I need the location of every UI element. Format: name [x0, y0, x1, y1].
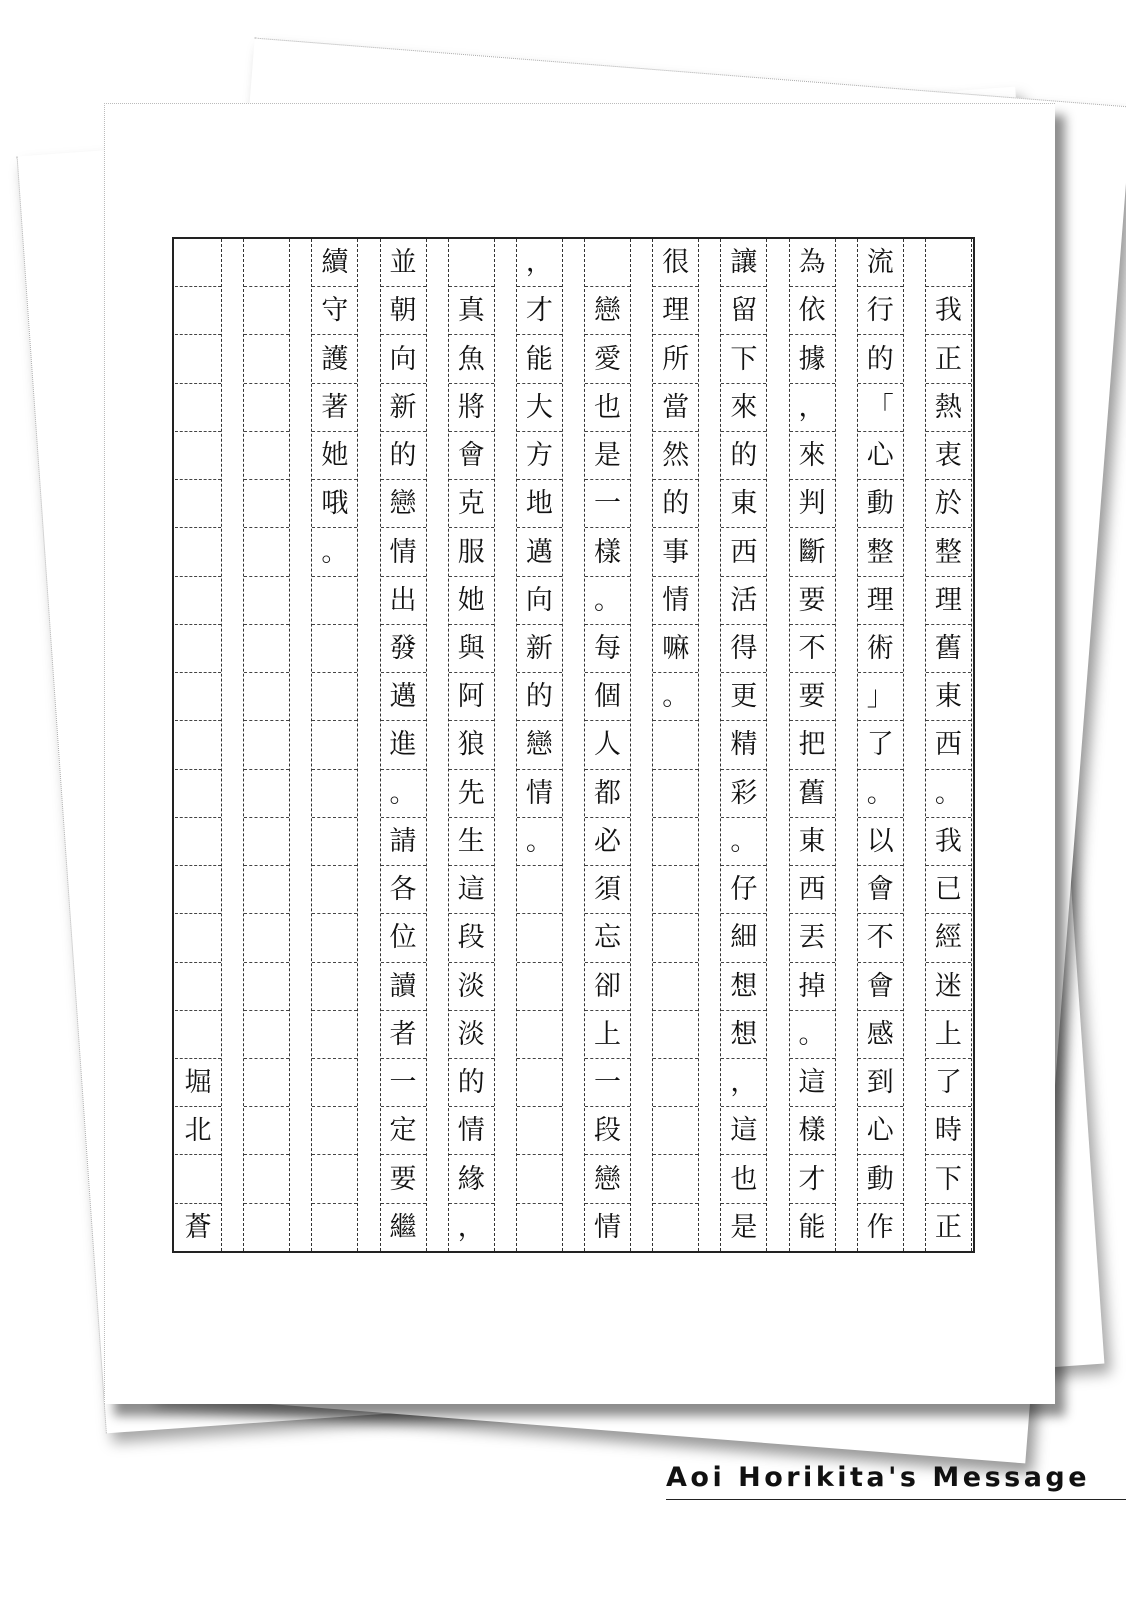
manuscript-cell: 已	[926, 866, 971, 914]
manuscript-cell: 。	[858, 770, 903, 818]
manuscript-cell: 整	[926, 528, 971, 576]
manuscript-cell: 堀	[175, 1059, 221, 1107]
manuscript-cell	[175, 480, 221, 528]
manuscript-cell	[653, 1011, 698, 1059]
manuscript-cell	[449, 239, 494, 287]
manuscript-cell: 樣	[790, 1107, 835, 1155]
manuscript-cell: 狼	[449, 721, 494, 769]
manuscript-cell: 情	[449, 1107, 494, 1155]
manuscript-cell	[312, 963, 357, 1011]
manuscript-cell: 據	[790, 335, 835, 383]
manuscript-cell: 以	[858, 818, 903, 866]
manuscript-cell: 與	[449, 625, 494, 673]
manuscript-column	[243, 239, 290, 1251]
manuscript-cell	[244, 432, 289, 480]
manuscript-cell: 的	[449, 1059, 494, 1107]
manuscript-cell: 東	[790, 818, 835, 866]
manuscript-cell: 著	[312, 384, 357, 432]
manuscript-cell	[244, 963, 289, 1011]
manuscript-cell	[175, 287, 221, 335]
manuscript-cell: 動	[858, 1155, 903, 1203]
manuscript-column	[720, 239, 767, 1251]
manuscript-cell: ，	[721, 1059, 766, 1107]
manuscript-cell	[517, 1107, 562, 1155]
manuscript-cell: 下	[926, 1155, 971, 1203]
manuscript-cell: 。	[790, 1011, 835, 1059]
manuscript-cell: ，	[457, 1211, 485, 1243]
manuscript-cell: 上	[926, 1011, 971, 1059]
manuscript-cell: 者	[381, 1011, 426, 1059]
manuscript-cell: 守	[312, 287, 357, 335]
manuscript-cell: 段	[449, 914, 494, 962]
manuscript-cell	[244, 528, 289, 576]
manuscript-cell: 。	[381, 770, 426, 818]
manuscript-cell	[244, 1107, 289, 1155]
manuscript-cell: 想	[721, 963, 766, 1011]
manuscript-cell: 得	[721, 625, 766, 673]
manuscript-cell: 發	[381, 625, 426, 673]
manuscript-cell: 地	[517, 480, 562, 528]
manuscript-cell: 事	[653, 528, 698, 576]
manuscript-cell: 丟	[790, 914, 835, 962]
manuscript-cell	[585, 239, 630, 287]
manuscript-cell	[312, 721, 357, 769]
manuscript-cell: 這	[721, 1107, 766, 1155]
manuscript-cell	[312, 770, 357, 818]
manuscript-cell: 。	[585, 577, 630, 625]
manuscript-cell: 人	[585, 721, 630, 769]
manuscript-cell: 是	[585, 432, 630, 480]
manuscript-cell: 一	[585, 1059, 630, 1107]
manuscript-cell: 向	[517, 577, 562, 625]
manuscript-cell	[312, 1204, 357, 1251]
manuscript-cell: 是	[730, 1211, 758, 1243]
manuscript-cell	[175, 866, 221, 914]
manuscript-cell	[175, 721, 221, 769]
manuscript-cell: 。	[721, 818, 766, 866]
manuscript-cell	[244, 866, 289, 914]
manuscript-cell: 。	[653, 673, 698, 721]
manuscript-cell: 上	[585, 1011, 630, 1059]
manuscript-cell	[312, 866, 357, 914]
manuscript-cell	[175, 577, 221, 625]
manuscript-cell: 。	[312, 528, 357, 576]
manuscript-column	[311, 239, 358, 1251]
manuscript-cell: 北	[175, 1107, 221, 1155]
manuscript-cell: 了	[926, 1059, 971, 1107]
manuscript-cell	[244, 673, 289, 721]
manuscript-cell: 把	[790, 721, 835, 769]
manuscript-cell: 蒼	[184, 1211, 212, 1243]
manuscript-cell	[312, 914, 357, 962]
manuscript-cell: 西	[790, 866, 835, 914]
manuscript-cell: 的	[517, 673, 562, 721]
manuscript-cell: 淡	[449, 1011, 494, 1059]
manuscript-cell: 新	[381, 384, 426, 432]
manuscript-cell: 掉	[790, 963, 835, 1011]
manuscript-cell	[175, 818, 221, 866]
manuscript-cell: 一	[585, 480, 630, 528]
manuscript-cell: 這	[449, 866, 494, 914]
manuscript-cell: 很	[653, 239, 698, 287]
manuscript-cell: 她	[449, 577, 494, 625]
manuscript-cell: 才	[517, 287, 562, 335]
manuscript-cell	[175, 1155, 221, 1203]
manuscript-cell	[926, 239, 971, 287]
manuscript-cell: 請	[381, 818, 426, 866]
manuscript-cell: 這	[790, 1059, 835, 1107]
manuscript-cell: 正	[934, 1211, 962, 1243]
manuscript-cell: 將	[449, 384, 494, 432]
manuscript-cell: 位	[381, 914, 426, 962]
manuscript-cell: 戀	[585, 1155, 630, 1203]
manuscript-cell	[653, 721, 698, 769]
manuscript-cell: 我	[926, 287, 971, 335]
manuscript-cell	[244, 770, 289, 818]
manuscript-cell: 嘛	[653, 625, 698, 673]
manuscript-cell: 」	[858, 673, 903, 721]
manuscript-cell: 朝	[381, 287, 426, 335]
manuscript-cell	[175, 384, 221, 432]
manuscript-cell: 整	[858, 528, 903, 576]
manuscript-cell: 各	[381, 866, 426, 914]
manuscript-cell	[653, 818, 698, 866]
manuscript-column	[925, 239, 972, 1251]
manuscript-cell	[244, 721, 289, 769]
manuscript-cell: 段	[585, 1107, 630, 1155]
manuscript-cell: 來	[790, 432, 835, 480]
manuscript-cell: 能	[798, 1211, 826, 1243]
manuscript-cell	[175, 625, 221, 673]
manuscript-column	[652, 239, 699, 1251]
manuscript-cell	[175, 432, 221, 480]
caption-title: Aoi Horikita's Message	[666, 1462, 1126, 1500]
manuscript-cell: 向	[381, 335, 426, 383]
manuscript-cell	[517, 963, 562, 1011]
manuscript-cell	[653, 914, 698, 962]
manuscript-cell: 仔	[721, 866, 766, 914]
manuscript-cell: 的	[381, 432, 426, 480]
manuscript-cell: 須	[585, 866, 630, 914]
manuscript-cell	[244, 577, 289, 625]
manuscript-cell: 會	[858, 963, 903, 1011]
manuscript-cell: 彩	[721, 770, 766, 818]
manuscript-cell: 才	[790, 1155, 835, 1203]
manuscript-cell: 來	[721, 384, 766, 432]
manuscript-cell	[175, 239, 221, 287]
manuscript-cell: 情	[653, 577, 698, 625]
manuscript-cell: 熱	[926, 384, 971, 432]
manuscript-grid	[172, 237, 975, 1253]
manuscript-cell: 護	[312, 335, 357, 383]
manuscript-cell: 理	[858, 577, 903, 625]
manuscript-cell: 精	[721, 721, 766, 769]
manuscript-cell: 讓	[721, 239, 766, 287]
manuscript-cell: 哦	[312, 480, 357, 528]
manuscript-cell	[244, 384, 289, 432]
manuscript-cell: 的	[858, 335, 903, 383]
manuscript-cell: 於	[926, 480, 971, 528]
manuscript-cell	[244, 1011, 289, 1059]
manuscript-cell: 感	[858, 1011, 903, 1059]
manuscript-cell	[244, 480, 289, 528]
manuscript-cell: 為	[790, 239, 835, 287]
manuscript-cell: 舊	[926, 625, 971, 673]
manuscript-cell: 細	[721, 914, 766, 962]
manuscript-cell	[175, 673, 221, 721]
manuscript-cell	[312, 1155, 357, 1203]
manuscript-cell: 能	[517, 335, 562, 383]
manuscript-cell	[653, 1059, 698, 1107]
manuscript-cell	[653, 1107, 698, 1155]
manuscript-column	[789, 239, 836, 1251]
manuscript-cell: 了	[858, 721, 903, 769]
manuscript-cell: 不	[790, 625, 835, 673]
manuscript-cell	[244, 914, 289, 962]
manuscript-cell: ，	[517, 239, 562, 287]
manuscript-column	[448, 239, 495, 1251]
manuscript-cell: 動	[858, 480, 903, 528]
manuscript-cell: 新	[517, 625, 562, 673]
manuscript-column	[380, 239, 427, 1251]
manuscript-cell	[244, 1204, 289, 1251]
manuscript-cell: 魚	[449, 335, 494, 383]
manuscript-cell: 生	[449, 818, 494, 866]
manuscript-cell: 東	[721, 480, 766, 528]
manuscript-cell	[653, 770, 698, 818]
manuscript-cell: 判	[790, 480, 835, 528]
manuscript-column	[584, 239, 631, 1251]
manuscript-cell: 進	[381, 721, 426, 769]
manuscript-cell	[517, 1204, 562, 1251]
manuscript-cell: 衷	[926, 432, 971, 480]
manuscript-cell: 活	[721, 577, 766, 625]
manuscript-cell	[312, 673, 357, 721]
manuscript-cell: 也	[585, 384, 630, 432]
manuscript-cell: 到	[858, 1059, 903, 1107]
manuscript-cell	[312, 1011, 357, 1059]
manuscript-cell: 要	[381, 1155, 426, 1203]
manuscript-cell	[312, 577, 357, 625]
manuscript-cell: 讀	[381, 963, 426, 1011]
manuscript-cell: 阿	[449, 673, 494, 721]
manuscript-cell: 服	[449, 528, 494, 576]
manuscript-cell: 所	[653, 335, 698, 383]
manuscript-cell	[175, 963, 221, 1011]
manuscript-cell: 我	[926, 818, 971, 866]
manuscript-cell: 東	[926, 673, 971, 721]
manuscript-cell: 想	[721, 1011, 766, 1059]
manuscript-cell	[244, 1155, 289, 1203]
manuscript-cell: 要	[790, 673, 835, 721]
manuscript-cell	[517, 1011, 562, 1059]
manuscript-cell: 邁	[517, 528, 562, 576]
manuscript-cell: 下	[721, 335, 766, 383]
manuscript-cell	[244, 1059, 289, 1107]
manuscript-cell: 大	[517, 384, 562, 432]
manuscript-cell: 情	[381, 528, 426, 576]
manuscript-cell: 愛	[585, 335, 630, 383]
manuscript-cell: 戀	[381, 480, 426, 528]
manuscript-cell: 情	[594, 1211, 622, 1243]
manuscript-cell	[653, 1204, 698, 1251]
manuscript-cell: 。	[926, 770, 971, 818]
manuscript-cell: 每	[585, 625, 630, 673]
manuscript-cell	[653, 1155, 698, 1203]
manuscript-cell: 理	[653, 287, 698, 335]
manuscript-cell: 留	[721, 287, 766, 335]
manuscript-cell: 流	[858, 239, 903, 287]
manuscript-cell	[312, 1059, 357, 1107]
manuscript-cell: 續	[312, 239, 357, 287]
manuscript-cell	[175, 335, 221, 383]
manuscript-cell: 真	[449, 287, 494, 335]
manuscript-cell	[244, 239, 289, 287]
manuscript-cell: 心	[858, 432, 903, 480]
manuscript-cell: 依	[790, 287, 835, 335]
manuscript-cell: 心	[858, 1107, 903, 1155]
manuscript-cell: 作	[866, 1211, 894, 1243]
manuscript-cell: 西	[721, 528, 766, 576]
manuscript-column	[857, 239, 904, 1251]
manuscript-cell: 行	[858, 287, 903, 335]
manuscript-cell: 的	[721, 432, 766, 480]
manuscript-cell: 繼	[389, 1211, 417, 1243]
manuscript-cell: 斷	[790, 528, 835, 576]
manuscript-cell: 不	[858, 914, 903, 962]
manuscript-cell: 更	[721, 673, 766, 721]
manuscript-cell	[312, 625, 357, 673]
manuscript-cell	[517, 1155, 562, 1203]
manuscript-cell: 理	[926, 577, 971, 625]
manuscript-cell: 經	[926, 914, 971, 962]
manuscript-cell: 正	[926, 335, 971, 383]
manuscript-cell: 出	[381, 577, 426, 625]
manuscript-cell: 必	[585, 818, 630, 866]
manuscript-cell	[244, 625, 289, 673]
manuscript-cell: 個	[585, 673, 630, 721]
manuscript-cell	[653, 866, 698, 914]
manuscript-cell	[312, 818, 357, 866]
manuscript-cell: 她	[312, 432, 357, 480]
manuscript-cell: 會	[858, 866, 903, 914]
manuscript-cell: 當	[653, 384, 698, 432]
manuscript-cell: 要	[790, 577, 835, 625]
manuscript-cell: 術	[858, 625, 903, 673]
manuscript-cell: 先	[449, 770, 494, 818]
manuscript-cell: 定	[381, 1107, 426, 1155]
manuscript-cell: 西	[926, 721, 971, 769]
manuscript-cell: 淡	[449, 963, 494, 1011]
manuscript-cell: 然	[653, 432, 698, 480]
manuscript-cell: 情	[517, 770, 562, 818]
manuscript-cell	[244, 335, 289, 383]
manuscript-cell: 都	[585, 770, 630, 818]
manuscript-cell: 樣	[585, 528, 630, 576]
manuscript-cell: 時	[926, 1107, 971, 1155]
manuscript-cell: 卻	[585, 963, 630, 1011]
manuscript-cell	[244, 818, 289, 866]
manuscript-cell	[312, 1107, 357, 1155]
manuscript-cell: 緣	[449, 1155, 494, 1203]
manuscript-cell: 邁	[381, 673, 426, 721]
manuscript-cell: 戀	[517, 721, 562, 769]
manuscript-cell	[175, 770, 221, 818]
manuscript-cell	[517, 1059, 562, 1107]
manuscript-cell: 「	[858, 384, 903, 432]
manuscript-cell	[175, 1011, 221, 1059]
manuscript-cell	[175, 914, 221, 962]
manuscript-cell: ，	[790, 384, 835, 432]
manuscript-cell: 舊	[790, 770, 835, 818]
manuscript-cell: 忘	[585, 914, 630, 962]
manuscript-cell: 。	[517, 818, 562, 866]
manuscript-cell: 也	[721, 1155, 766, 1203]
manuscript-cell	[517, 866, 562, 914]
manuscript-cell: 戀	[585, 287, 630, 335]
manuscript-cell: 一	[381, 1059, 426, 1107]
manuscript-cell: 迷	[926, 963, 971, 1011]
manuscript-cell: 會	[449, 432, 494, 480]
manuscript-cell: 的	[653, 480, 698, 528]
manuscript-cell: 方	[517, 432, 562, 480]
manuscript-cell	[175, 528, 221, 576]
manuscript-cell: 並	[381, 239, 426, 287]
manuscript-cell	[653, 963, 698, 1011]
manuscript-column	[516, 239, 563, 1251]
manuscript-cell	[517, 914, 562, 962]
manuscript-cell	[244, 287, 289, 335]
manuscript-column	[175, 239, 222, 1251]
manuscript-cell: 克	[449, 480, 494, 528]
